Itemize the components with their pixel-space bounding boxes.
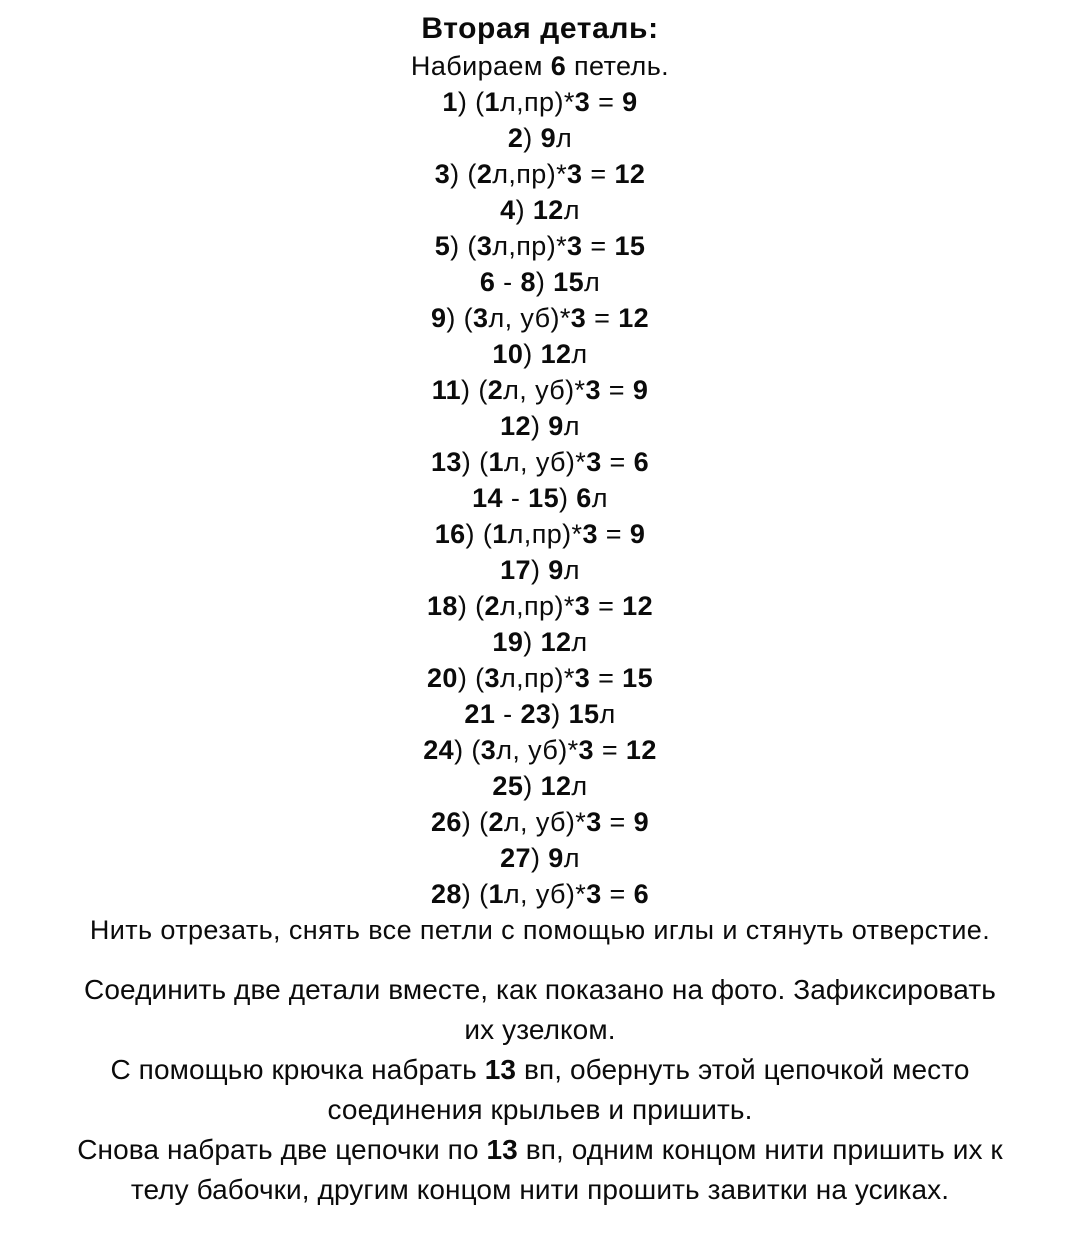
assembly-line: С помощью крючка набрать 13 вп, обернуть этой цепочкой место — [110, 1054, 970, 1085]
row-line: 24) (3л, уб)*3 = 12 — [423, 735, 657, 765]
finishing-line: Нить отрезать, снять все петли с помощью иглы и стянуть отверстие. — [89, 915, 991, 945]
assembly-instructions — [0, 970, 1080, 1210]
row-line: 3) (2л,пр)*3 = 12 — [434, 159, 646, 189]
section-title: Вторая деталь: — [421, 12, 659, 45]
row-line: 17) 9л — [500, 555, 580, 585]
row-line: 28) (1л, уб)*3 = 6 — [430, 879, 650, 909]
row-line: 25) 12л — [492, 771, 588, 801]
row-line: 14 - 15) 6л — [472, 483, 608, 513]
row-line: 13) (1л, уб)*3 = 6 — [430, 447, 650, 477]
row-line: 11) (2л, уб)*3 = 9 — [431, 375, 649, 405]
row-line: 20) (3л,пр)*3 = 15 — [427, 663, 653, 693]
row-line: 10) 12л — [492, 339, 588, 369]
row-line: 16) (1л,пр)*3 = 9 — [434, 519, 646, 549]
assembly-line: соединения крыльев и пришить. — [327, 1094, 753, 1125]
row-line: 18) (2л,пр)*3 = 12 — [427, 591, 653, 621]
row-line: 19) 12л — [492, 627, 588, 657]
row-line: 21 - 23) 15л — [464, 699, 616, 729]
assembly-line: Снова набрать две цепочки по 13 вп, одним концом нити пришить их к — [77, 1134, 1003, 1165]
row-list — [0, 84, 1080, 912]
row-line: 4) 12л — [500, 195, 580, 225]
assembly-line: телу бабочки, другим концом нити прошить завитки на усиках. — [130, 1174, 950, 1205]
row-line: 2) 9л — [507, 123, 573, 153]
row-line: 6 - 8) 15л — [479, 267, 601, 297]
assembly-line: Соединить две детали вместе, как показано на фото. Зафиксировать — [84, 974, 996, 1005]
cast-on-line: Набираем 6 петель. — [410, 51, 670, 81]
row-line: 9) (3л, уб)*3 = 12 — [430, 303, 650, 333]
row-line: 12) 9л — [500, 411, 580, 441]
assembly-line: их узелком. — [464, 1014, 616, 1045]
row-line: 27) 9л — [500, 843, 580, 873]
row-line: 1) (1л,пр)*3 = 9 — [442, 87, 638, 117]
row-line: 26) (2л, уб)*3 = 9 — [430, 807, 650, 837]
row-line: 5) (3л,пр)*3 = 15 — [434, 231, 646, 261]
